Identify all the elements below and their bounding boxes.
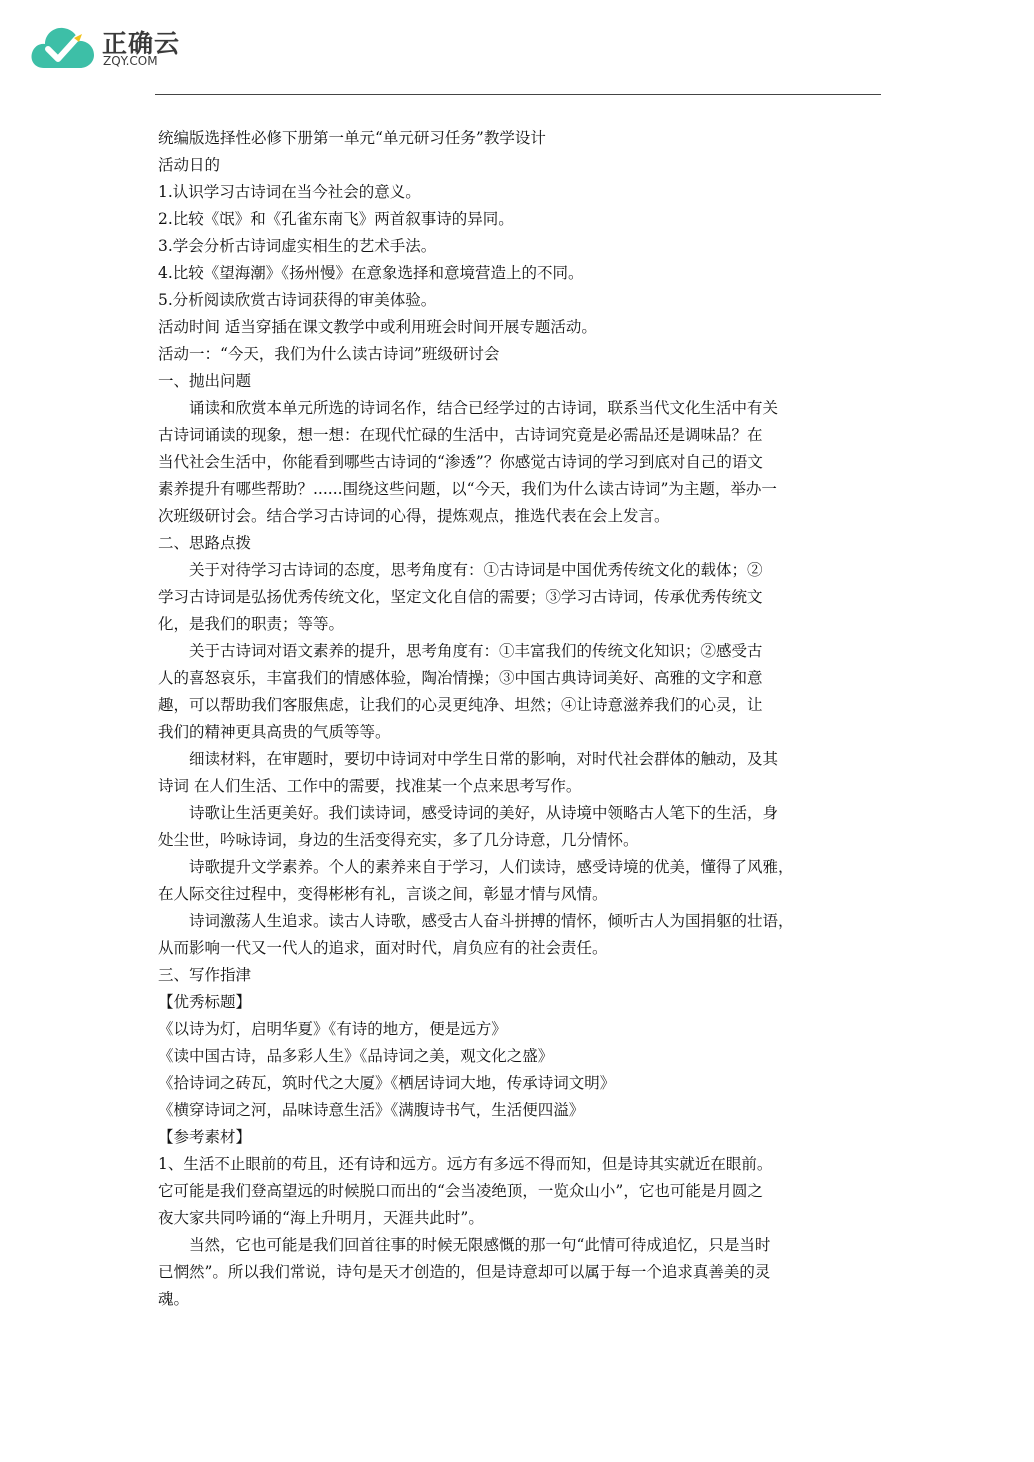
text-line: 学习古诗词是弘扬优秀传统文化，坚定文化自信的需要；③学习古诗词，传承优秀传统文 [158, 588, 763, 606]
text-line: 3.学会分析古诗词虚实相生的艺术手法。 [158, 237, 437, 255]
text-line: 已惘然”。所以我们常说，诗句是天才创造的，但是诗意却可以属于每一个追求真善美的灵 [158, 1263, 771, 1281]
text-line: 我们的精神更具高贵的气质等等。 [158, 723, 391, 741]
text-line: 趣，可以帮助我们客服焦虑，让我们的心灵更纯净、坦然；④让诗意滋养我们的心灵，让 [158, 696, 763, 714]
text-line: 当然，它也可能是我们回首往事的时候无限感慨的那一句“此情可待成追忆，只是当时 [189, 1236, 771, 1254]
text-line: 在人际交往过程中，变得彬彬有礼，言谈之间，彰显才情与风情。 [158, 885, 608, 903]
text-line: 诗词 在人们生活、工作中的需要，找准某一个点来思考写作。 [158, 777, 582, 795]
text-line: 素养提升有哪些帮助？......围绕这些问题，以“今天，我们为什么读古诗词”为主题，举办一 [158, 480, 777, 498]
text-line: 从而影响一代又一代人的追求，面对时代，肩负应有的社会责任。 [158, 939, 608, 957]
cloud-check-icon [30, 22, 96, 72]
text-line: 古诗词诵读的现象，想一想：在现代忙碌的生活中，古诗词究竟是必需品还是调味品？在 [158, 426, 763, 444]
text-line: 【优秀标题】 [158, 993, 252, 1011]
header-divider [155, 94, 881, 95]
text-line: 关于对待学习古诗词的态度，思考角度有：①古诗词是中国优秀传统文化的载体；② [189, 561, 763, 579]
text-line: 化，是我们的职责；等等。 [158, 615, 345, 633]
text-line: 次班级研讨会。结合学习古诗词的心得，提炼观点，推选代表在会上发言。 [158, 507, 670, 525]
text-line: 诗歌提升文学素养。个人的素养来自于学习，人们读诗，感受诗境的优美，懂得了风雅， [189, 858, 794, 876]
text-line: 诗词激荡人生追求。读古人诗歌，感受古人奋斗拼搏的情怀，倾听古人为国捐躯的壮语， [189, 912, 794, 930]
text-line: 《以诗为灯，启明华夏》《有诗的地方，便是远方》 [158, 1020, 507, 1038]
text-line: 二、思路点拨 [158, 534, 252, 552]
text-line: 关于古诗词对语文素养的提升，思考角度有：①丰富我们的传统文化知识；②感受古 [189, 642, 763, 660]
document-body [158, 125, 888, 1313]
text-line: 5.分析阅读欣赏古诗词获得的审美体验。 [158, 291, 437, 309]
text-line: 《横穿诗词之河，品味诗意生活》《满腹诗书气，生活便四溢》 [158, 1101, 585, 1119]
text-line: 一、抛出问题 [158, 372, 252, 390]
text-line: 人的喜怒哀乐，丰富我们的情感体验，陶冶情操；③中国古典诗词美好、高雅的文字和意 [158, 669, 763, 687]
zqy-logo [30, 22, 190, 74]
text-line: 当代社会生活中，你能看到哪些古诗词的“渗透”？你感觉古诗词的学习到底对自己的语文 [158, 453, 763, 471]
text-line: 【参考素材】 [158, 1128, 252, 1146]
text-line: 细读材料，在审题时，要切中诗词对中学生日常的影响，对时代社会群体的触动，及其 [189, 750, 779, 768]
text-line: 魂。 [158, 1290, 190, 1308]
text-line: 三、写作指津 [158, 966, 252, 984]
text-line: 《读中国古诗，品多彩人生》《品诗词之美，观文化之盛》 [158, 1047, 554, 1065]
text-line: 1、生活不止眼前的苟且，还有诗和远方。远方有多远不得而知，但是诗其实就近在眼前。 [158, 1155, 773, 1173]
text-line: 诵读和欣赏本单元所选的诗词名作，结合已经学过的古诗词，联系当代文化生活中有关 [189, 399, 779, 417]
text-line: 《拾诗词之砖瓦，筑时代之大厦》《栖居诗词大地，传承诗词文明》 [158, 1074, 616, 1092]
text-line: 1.认识学习古诗词在当今社会的意义。 [158, 183, 421, 201]
text-line: 夜大家共同吟诵的“海上升明月，天涯共此时”。 [158, 1209, 484, 1227]
logo-brand-en: ZQY.COM [103, 54, 158, 68]
text-line: 活动日的 [158, 156, 221, 174]
logo-brand-cn: 正确云 [102, 29, 181, 58]
text-line: 诗歌让生活更美好。我们读诗词，感受诗词的美好，从诗境中领略古人笔下的生活，身 [189, 804, 779, 822]
text-line: 它可能是我们登高望远的时候脱口而出的“会当凌绝顶，一览众山小”，它也可能是月圆之 [158, 1182, 763, 1200]
text-line: 活动一：“今天，我们为什么读古诗词”班级研讨会 [158, 345, 500, 363]
text-line: 处尘世，吟咏诗词，身边的生活变得充实，多了几分诗意，几分情怀。 [158, 831, 639, 849]
text-line: 活动时间 适当穿插在课文教学中或利用班会时间开展专题活动。 [158, 318, 597, 336]
text-line: 统编版选择性必修下册第一单元“单元研习任务”教学设计 [158, 129, 546, 147]
text-line: 4.比较《望海潮》《扬州慢》在意象选择和意境营造上的不同。 [158, 264, 584, 282]
text-line: 2.比较《氓》和《孔雀东南飞》两首叙事诗的异同。 [158, 210, 514, 228]
